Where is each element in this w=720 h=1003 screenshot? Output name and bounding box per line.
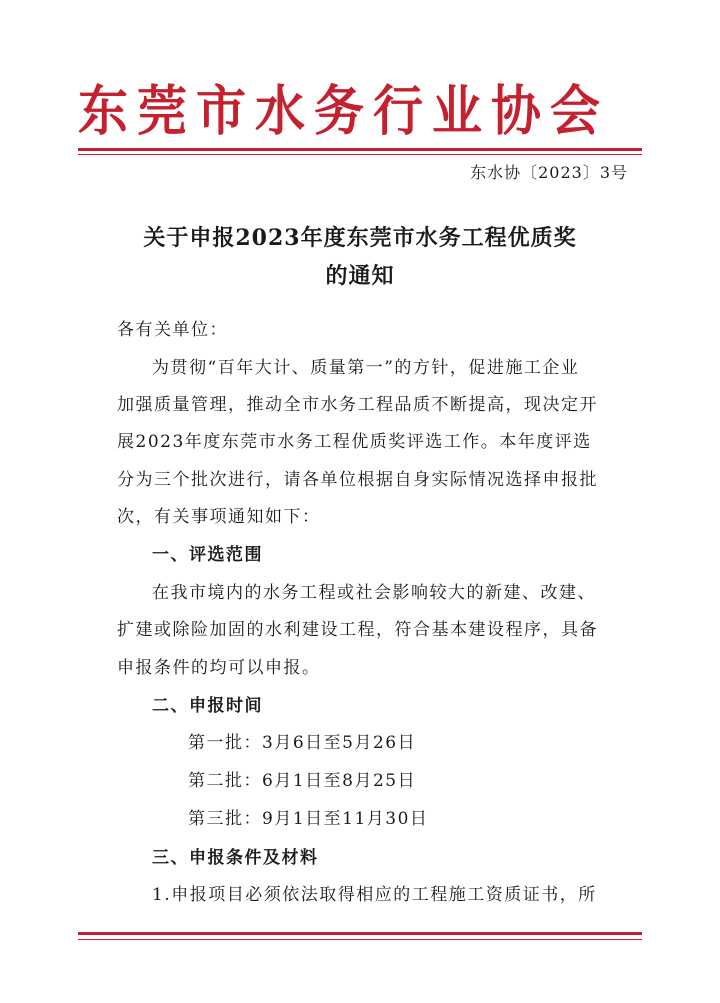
salutation: 各有关单位： [117,320,228,340]
intro-line-1: 为贯彻“百年大计、质量第一”的方针，促进施工企业 [152,358,580,378]
section-1-line-2: 扩建或除险加固的水利建设工程，符合基本建设程序，具备 [117,620,598,640]
batch-2: 第二批：6月1日至8月25日 [188,771,417,791]
batch-1: 第一批：3月6日至5月26日 [188,733,417,753]
section-1-line-3: 申报条件的均可以申报。 [117,658,321,678]
section-3-line-1: 1.申报项目必须依法取得相应的工程施工资质证书，所 [152,885,597,905]
footer-rule-thin [78,939,642,940]
document-number: 东水协〔2023〕3号 [470,163,628,182]
section-3-heading: 三、申报条件及材料 [152,848,319,868]
section-2-heading: 二、申报时间 [152,696,263,716]
intro-line-5: 次，有关事项通知如下： [117,507,321,527]
header-rule-thin [78,154,642,155]
organization-name: 东莞市水务行业协会 [78,78,609,143]
section-1-line-1: 在我市境内的水务工程或社会影响较大的新建、改建、 [152,583,596,603]
title-line-1: 关于申报2023年度东莞市水务工程优质奖 [143,225,577,251]
intro-line-4: 分为三个批次进行，请各单位根据自身实际情况选择申报批 [117,470,598,490]
section-1-heading: 一、评选范围 [152,545,263,565]
intro-line-2: 加强质量管理，推动全市水务工程品质不断提高，现决定开 [117,395,598,415]
title-line-2: 的通知 [325,263,395,289]
intro-line-3: 展2023年度东莞市水务工程优质奖评选工作。本年度评选 [117,432,592,452]
batch-3: 第三批：9月1日至11月30日 [188,809,429,829]
footer-rule-thick [78,932,642,935]
header-rule-thick [78,148,642,151]
